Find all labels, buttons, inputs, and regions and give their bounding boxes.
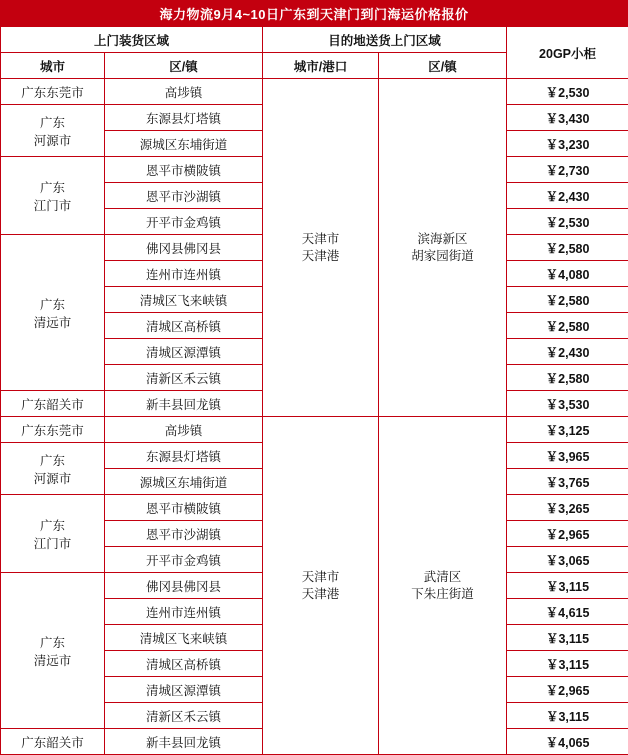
origin-town-cell: 恩平市横陂镇: [105, 157, 263, 183]
header-town: 区/镇: [105, 53, 263, 79]
price-cell: ￥4,615: [507, 599, 628, 625]
price-cell: ￥2,580: [507, 365, 628, 391]
origin-town-cell: 佛冈县佛冈县: [105, 235, 263, 261]
price-cell: ￥3,115: [507, 703, 628, 729]
price-cell: ￥2,965: [507, 677, 628, 703]
origin-town-cell: 高埗镇: [105, 79, 263, 105]
price-cell: ￥3,115: [507, 651, 628, 677]
price-cell: ￥2,580: [507, 313, 628, 339]
header-price: 20GP小柜: [507, 27, 628, 79]
origin-town-cell: 源城区东埔街道: [105, 469, 263, 495]
price-cell: ￥3,430: [507, 105, 628, 131]
price-cell: ￥2,580: [507, 235, 628, 261]
origin-town-cell: 恩平市横陂镇: [105, 495, 263, 521]
origin-city-cell: 广东东莞市: [1, 79, 105, 105]
price-cell: ￥3,115: [507, 625, 628, 651]
dest-city-cell: 天津市 天津港: [263, 79, 379, 417]
origin-town-cell: 清城区高桥镇: [105, 651, 263, 677]
price-cell: ￥3,965: [507, 443, 628, 469]
origin-town-cell: 连州市连州镇: [105, 261, 263, 287]
price-cell: ￥3,530: [507, 391, 628, 417]
price-cell: ￥2,430: [507, 339, 628, 365]
price-cell: ￥2,430: [507, 183, 628, 209]
price-cell: ￥2,530: [507, 209, 628, 235]
price-cell: ￥3,065: [507, 547, 628, 573]
origin-town-cell: 清新区禾云镇: [105, 365, 263, 391]
origin-town-cell: 恩平市沙湖镇: [105, 521, 263, 547]
origin-town-cell: 高埗镇: [105, 417, 263, 443]
origin-town-cell: 清城区源潭镇: [105, 339, 263, 365]
table-row: [1, 417, 628, 443]
origin-town-cell: 清城区源潭镇: [105, 677, 263, 703]
price-cell: ￥4,080: [507, 261, 628, 287]
origin-city-cell: 广东 江门市: [1, 157, 105, 235]
origin-town-cell: 东源县灯塔镇: [105, 443, 263, 469]
origin-town-cell: 清城区飞来峡镇: [105, 287, 263, 313]
price-cell: ￥2,965: [507, 521, 628, 547]
origin-town-cell: 连州市连州镇: [105, 599, 263, 625]
origin-city-cell: 广东 江门市: [1, 495, 105, 573]
price-cell: ￥4,065: [507, 729, 628, 755]
dest-city-cell: 天津市 天津港: [263, 417, 379, 755]
dest-town-cell: 滨海新区 胡家园街道: [379, 79, 507, 417]
origin-city-cell: 广东韶关市: [1, 391, 105, 417]
origin-town-cell: 新丰县回龙镇: [105, 391, 263, 417]
dest-town-cell: 武清区 下朱庄街道: [379, 417, 507, 755]
origin-town-cell: 源城区东埔街道: [105, 131, 263, 157]
header-group-dest: 目的地送货上门区域: [263, 27, 507, 53]
origin-town-cell: 清城区高桥镇: [105, 313, 263, 339]
page-title: 海力物流9月4~10日广东到天津门到门海运价格报价: [0, 0, 628, 26]
origin-city-cell: 广东 河源市: [1, 105, 105, 157]
price-cell: ￥2,730: [507, 157, 628, 183]
price-cell: ￥3,115: [507, 573, 628, 599]
price-cell: ￥3,265: [507, 495, 628, 521]
table-wrapper: [0, 26, 628, 755]
origin-town-cell: 恩平市沙湖镇: [105, 183, 263, 209]
origin-town-cell: 清城区飞来峡镇: [105, 625, 263, 651]
header-city: 城市: [1, 53, 105, 79]
origin-city-cell: 广东 河源市: [1, 443, 105, 495]
origin-city-cell: 广东 清远市: [1, 235, 105, 391]
table-header-group-row: [1, 27, 628, 53]
price-cell: ￥3,230: [507, 131, 628, 157]
price-cell: ￥3,765: [507, 469, 628, 495]
header-dest-city: 城市/港口: [263, 53, 379, 79]
table-body: [1, 79, 628, 755]
header-group-pickup: 上门装货区域: [1, 27, 263, 53]
origin-town-cell: 东源县灯塔镇: [105, 105, 263, 131]
origin-city-cell: 广东韶关市: [1, 729, 105, 755]
header-dest-town: 区/镇: [379, 53, 507, 79]
price-table: [0, 26, 628, 755]
origin-town-cell: 新丰县回龙镇: [105, 729, 263, 755]
origin-town-cell: 清新区禾云镇: [105, 703, 263, 729]
price-cell: ￥2,580: [507, 287, 628, 313]
origin-town-cell: 开平市金鸡镇: [105, 547, 263, 573]
table-row: [1, 79, 628, 105]
price-cell: ￥2,530: [507, 79, 628, 105]
origin-town-cell: 佛冈县佛冈县: [105, 573, 263, 599]
origin-city-cell: 广东东莞市: [1, 417, 105, 443]
price-cell: ￥3,125: [507, 417, 628, 443]
origin-city-cell: 广东 清远市: [1, 573, 105, 729]
origin-town-cell: 开平市金鸡镇: [105, 209, 263, 235]
